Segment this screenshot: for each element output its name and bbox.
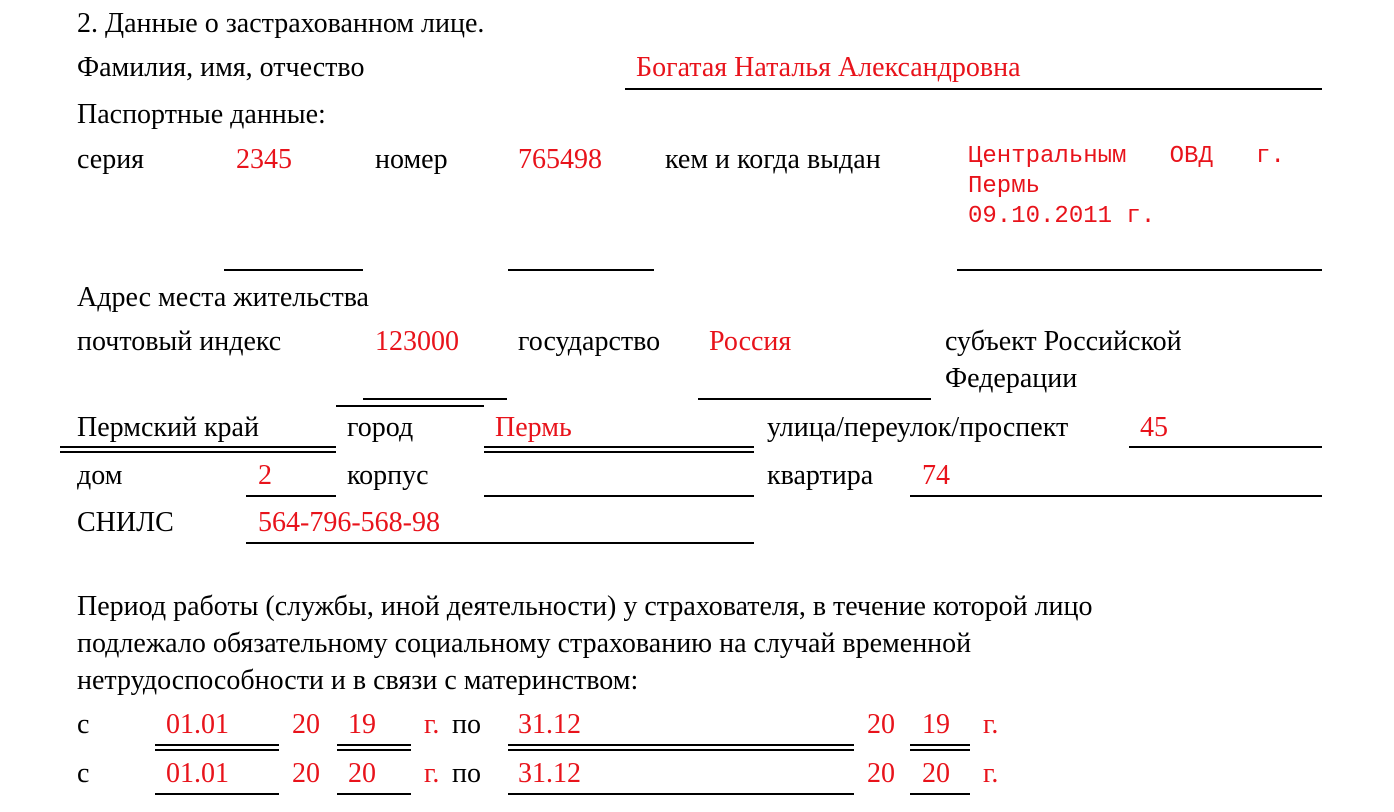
- period-row-to-year-underline: [910, 793, 970, 795]
- period-row-from-century: 20: [292, 709, 320, 740]
- subject-underline: [60, 446, 336, 453]
- period-row-end-label: г.: [983, 758, 999, 789]
- period-row-to-date-underline: [508, 793, 854, 795]
- period-row-to-century: 20: [867, 758, 895, 789]
- snils-underline: [246, 542, 754, 544]
- period-text-1: Период работы (службы, иной деятельности) у страхователя, в течение которой лицо: [77, 591, 1093, 622]
- period-row-to-label: по: [452, 709, 481, 740]
- street-underline: [1129, 446, 1322, 448]
- period-text-2: подлежало обязательному социальному страхованию на случай временной: [77, 628, 972, 659]
- period-row-from-year[interactable]: 20: [348, 758, 376, 789]
- postal-label: почтовый индекс: [77, 326, 282, 357]
- snils-label: СНИЛС: [77, 507, 174, 538]
- period-row-g-label: г.: [424, 709, 440, 740]
- section-title: 2. Данные о застрахованном лице.: [77, 8, 485, 39]
- series-underline: [224, 269, 363, 271]
- apartment-underline: [910, 495, 1322, 497]
- subject-value[interactable]: Пермский край: [77, 412, 259, 443]
- period-row-to-date-underline: [508, 744, 854, 751]
- country-label: государство: [518, 326, 661, 357]
- issued-line-1[interactable]: Центральным ОВД г.: [968, 143, 1285, 170]
- city-label: город: [347, 412, 414, 443]
- period-row-to-year[interactable]: 19: [922, 709, 950, 740]
- period-row-from-century: 20: [292, 758, 320, 789]
- address-label: Адрес места жительства: [77, 282, 369, 313]
- street-label: улица/переулок/проспект: [767, 412, 1069, 443]
- period-row-to-date[interactable]: 31.12: [518, 758, 581, 789]
- building-label: корпус: [347, 460, 429, 491]
- period-row-from-date[interactable]: 01.01: [166, 758, 229, 789]
- period-row-to-year[interactable]: 20: [922, 758, 950, 789]
- period-row-g-label: г.: [424, 758, 440, 789]
- period-row-from-year[interactable]: 19: [348, 709, 376, 740]
- postal-underline: [363, 398, 507, 400]
- fio-underline: [625, 88, 1322, 90]
- period-row-from-date-underline: [155, 744, 279, 751]
- street-value[interactable]: 45: [1140, 412, 1168, 443]
- period-row-to-label: по: [452, 758, 481, 789]
- building-underline: [484, 495, 754, 497]
- subject-label-1: субъект Российской: [945, 326, 1182, 357]
- period-row-to-year-underline: [910, 744, 970, 751]
- house-underline: [246, 495, 336, 497]
- issued-line-3[interactable]: 09.10.2011 г.: [968, 203, 1156, 230]
- country-underline: [698, 398, 931, 400]
- apartment-label: квартира: [767, 460, 874, 491]
- number-value[interactable]: 765498: [518, 144, 602, 175]
- period-text-3: нетрудоспособности и в связи с материнством:: [77, 665, 639, 696]
- series-label: серия: [77, 144, 145, 175]
- period-row-from-label: с: [77, 758, 90, 789]
- passport-label: Паспортные данные:: [77, 99, 326, 130]
- subject-label-2: Федерации: [945, 363, 1078, 394]
- period-row-to-century: 20: [867, 709, 895, 740]
- apartment-value[interactable]: 74: [922, 460, 950, 491]
- issued-line-2[interactable]: Пермь: [968, 173, 1041, 200]
- fio-label: Фамилия, имя, отчество: [77, 52, 365, 83]
- snils-value[interactable]: 564-796-568-98: [258, 507, 440, 538]
- issued-underline: [957, 269, 1322, 271]
- house-label: дом: [77, 460, 123, 491]
- period-row-from-year-underline: [337, 744, 411, 751]
- city-underline: [484, 446, 754, 453]
- period-row-from-year-underline: [337, 793, 411, 795]
- country-value[interactable]: Россия: [709, 326, 792, 357]
- period-row-end-label: г.: [983, 709, 999, 740]
- period-row-from-date[interactable]: 01.01: [166, 709, 229, 740]
- period-row-to-date[interactable]: 31.12: [518, 709, 581, 740]
- postal-value[interactable]: 123000: [375, 326, 459, 357]
- city-value[interactable]: Пермь: [495, 412, 572, 443]
- period-row-from-date-underline: [155, 793, 279, 795]
- postal-underline-2: [336, 405, 484, 407]
- house-value[interactable]: 2: [258, 460, 272, 491]
- fio-value[interactable]: Богатая Наталья Александровна: [636, 52, 1021, 83]
- period-row-from-label: с: [77, 709, 90, 740]
- number-label: номер: [375, 144, 448, 175]
- issued-label: кем и когда выдан: [665, 144, 881, 175]
- number-underline: [508, 269, 654, 271]
- series-value[interactable]: 2345: [236, 144, 292, 175]
